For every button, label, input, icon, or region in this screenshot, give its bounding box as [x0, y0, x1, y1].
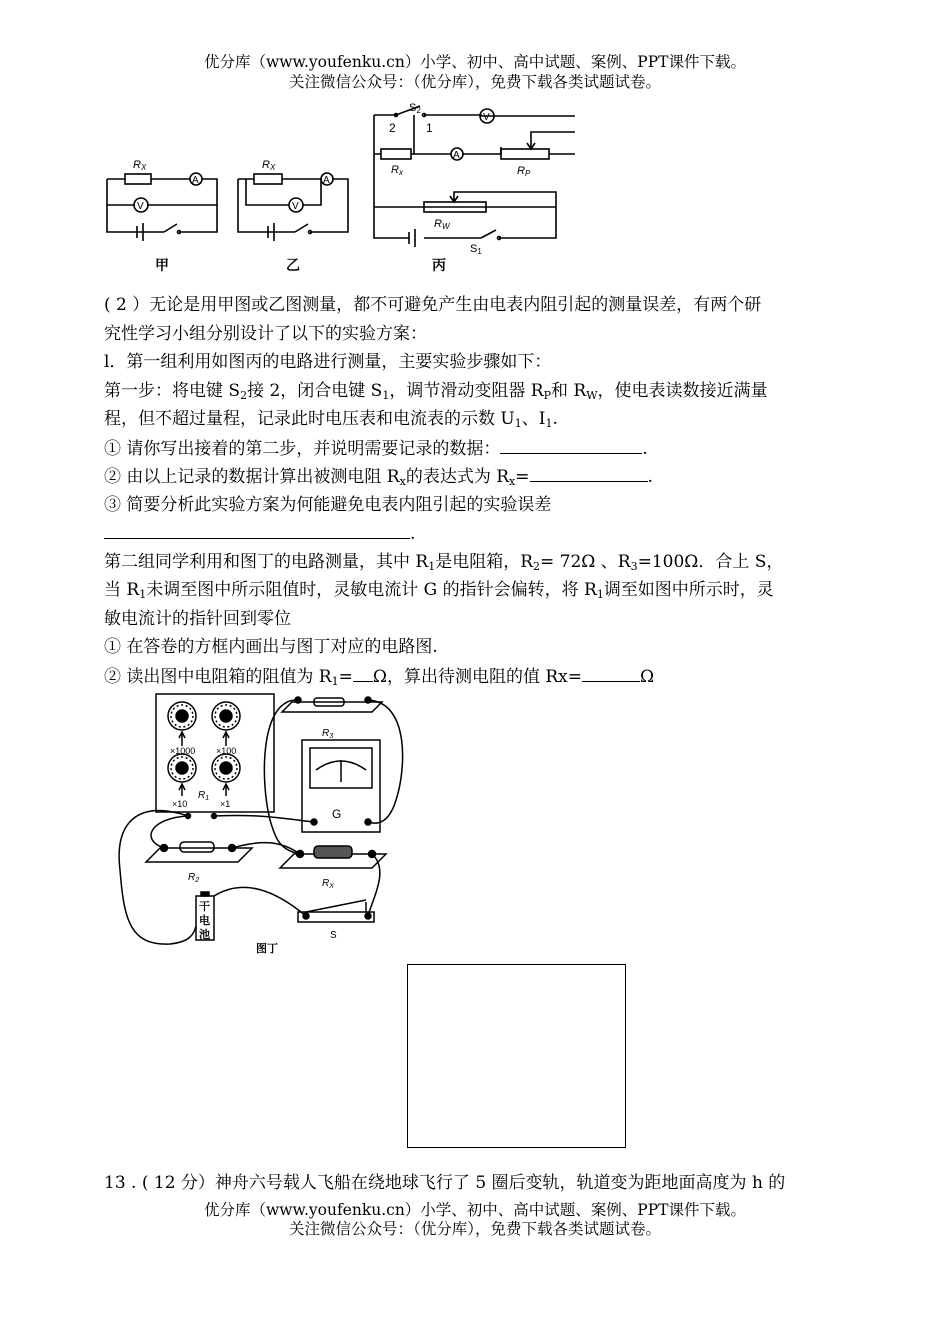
svg-text:V: V: [137, 201, 144, 212]
para-p3: l．第一组利用如图丙的电路进行测量，主要实验步骤如下：: [104, 352, 552, 372]
question-13: 13 . ( 12 分）神舟六号载人飞船在绕地球飞行了 5 圈后变轨，轨道变为距地面高度为 h 的: [104, 1173, 786, 1193]
svg-text:V: V: [292, 201, 299, 212]
svg-text:RX: RX: [133, 159, 147, 172]
svg-text:池: 池: [199, 929, 210, 941]
answer-drawing-box[interactable]: [407, 964, 626, 1148]
answer-blank-r1[interactable]: [353, 665, 373, 682]
svg-text:Rx: Rx: [391, 164, 403, 177]
svg-text:S: S: [330, 930, 337, 941]
svg-text:干: 干: [199, 901, 210, 913]
para-p1: ( 2 ）无论是用甲图或乙图测量，都不可避免产生由电表内阻引起的测量误差，有两个研: [104, 295, 762, 315]
para-p2: 究性学习小组分别设计了以下的实验方案：: [104, 324, 427, 344]
caption-yi: 乙: [286, 257, 300, 273]
svg-text:RX: RX: [262, 159, 276, 172]
svg-text:V: V: [483, 112, 490, 123]
para-p14: ② 读出图中电阻箱的阻值为 $R_1= \Omega$，算出待测电阻的值 Rx= Ω: [104, 667, 655, 688]
svg-text:RP: RP: [517, 165, 531, 178]
answer-blank-rx-expression[interactable]: [530, 465, 648, 482]
svg-text:A: A: [323, 175, 330, 186]
circuit-jia: [107, 159, 217, 273]
para-p6: ① 请你写出接着的第二步，并说明需要记录的数据： .: [104, 439, 648, 459]
para-p12: 敏电流计的指针回到零位: [104, 609, 291, 629]
svg-text:S2: S2: [409, 102, 421, 115]
resistor-rx-jia: [125, 174, 151, 184]
svg-text:1: 1: [426, 121, 433, 135]
answer-blank-step2[interactable]: [500, 437, 642, 454]
svg-text:A: A: [453, 150, 460, 161]
svg-text:A: A: [192, 175, 199, 186]
para-p9: .: [104, 522, 415, 545]
caption-jia: 甲: [155, 257, 169, 273]
svg-text:×1000: ×1000: [170, 746, 196, 756]
page-footer-line1: 优分库（www.youfenku.cn）小学、初中、高中试题、案例、PPT课件下载。: [203, 1201, 747, 1219]
svg-text:RW: RW: [434, 218, 450, 231]
switch-s: [298, 900, 374, 922]
answer-blank-rx-value[interactable]: [582, 665, 640, 682]
para-p8: ③ 简要分析此实验方案为何能避免电表内阻引起的实验误差: [104, 495, 552, 515]
circuit-yi: [238, 159, 348, 273]
svg-text:电: 电: [199, 915, 210, 927]
figure-ding: [110, 690, 410, 962]
svg-text:2: 2: [389, 121, 396, 135]
svg-text:RX: $R_X$: [322, 878, 334, 890]
page-header-line2: 关注微信公众号：（优分库），免费下载各类试题试卷。: [288, 73, 661, 91]
para-p4: 第一步：将电键 $S_2$接 2，闭合电键 $S_1$，调节滑动变阻器 $R_P$和 $R_W$，使电表读数接近满量: [104, 381, 768, 402]
page-footer-line2: 关注微信公众号：（优分库），免费下载各类试题试卷。: [288, 1220, 661, 1238]
svg-text:R3: $R_3$: [322, 728, 334, 740]
resistor-r2: [146, 842, 252, 862]
answer-blank-analysis[interactable]: [104, 522, 410, 539]
para-p13: ① 在答卷的方框内画出与图丁对应的电路图.: [104, 637, 438, 657]
caption-bing: 丙: [432, 257, 446, 273]
svg-text:R1: $R_1$: [198, 790, 210, 802]
circuit-bing: [374, 102, 575, 273]
svg-text:R2: $R_2$: [188, 872, 200, 884]
svg-text:×1: ×1: [220, 799, 231, 809]
svg-text:G: G: [332, 807, 342, 821]
circuit-diagrams: [95, 92, 575, 280]
svg-text:×10: ×10: [172, 799, 188, 809]
caption-ding: 图丁: [256, 943, 278, 955]
para-p7: ② 由以上记录的数据计算出被测电阻 $R_x$的表达式为 $R_x=$ .: [104, 467, 653, 488]
para-p10: 第二组同学利用和图丁的电路测量，其中 $R_1$是电阻箱，$R_2= 72\Omega$ 、$R_3=100\Omega$．合上 S，: [104, 552, 784, 573]
para-p11: 当 $R_1$未调至图中所示阻值时，灵敏电流计 G 的指针会偏转，将 $R_1$调至如图中所示时，灵: [104, 580, 774, 601]
svg-text:×100: ×100: [216, 746, 237, 756]
page-header-line1: 优分库（www.youfenku.cn）小学、初中、高中试题、案例、PPT课件下载。: [203, 53, 747, 71]
para-p5: 程，但不超过量程，记录此时电压表和电流表的示数 $U_1$、$I_1$.: [104, 409, 558, 430]
resistor-rx: [280, 846, 386, 868]
svg-text:S1: S1: [470, 243, 482, 256]
